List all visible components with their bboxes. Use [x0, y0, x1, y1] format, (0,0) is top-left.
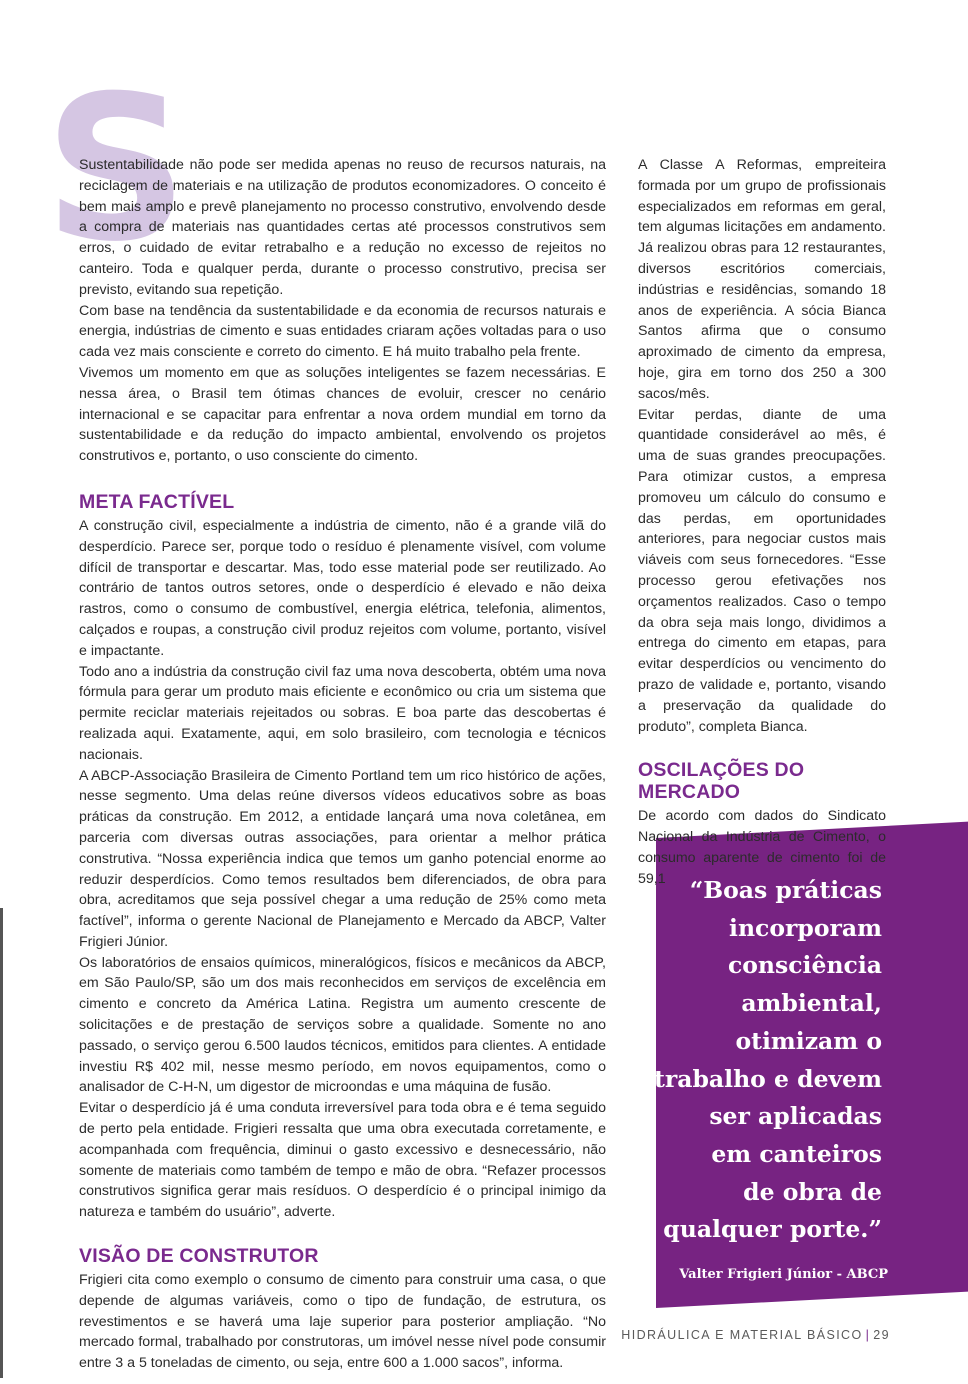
quote-line: ambiental,: [741, 989, 882, 1018]
intro-paragraph-3: Vivemos um momento em que as soluções inteligentes se fazem necessárias. E nessa área, o Brasil tem ótimas chances de evoluir, crescer no cenário internacional e se capacitar para enfrentar a nova ordem mundial em torno da sustentabilidade e da redução do impacto ambiental, envolvendo os projetos construtivos e, portanto, o uso consciente do cimento.: [79, 364, 606, 465]
quote-author: Valter Frigieri Júnior - ABCP: [679, 1267, 888, 1282]
meta-paragraph-3: A ABCP-Associação Brasileira de Cimento Portland tem um rico histórico de ações, nesse segmento. Uma delas reúne diversos vídeos educativos sobre as boas práticas da construção. Em 2012, a entidade lançará uma nova coletânea, em parceria com diversas outras associações, para orientar a melhor prática construtiva. “Nossa experiência indica que temos um ganho potencial enorme ao reduzir desperdícios. Como temos resultados bem diferenciados, de obra para obra, acreditamos que seja possível chegar a uma redução de 25% como meta factível”, informa o gerente Nacional de Planejamento e Mercado da ABCP, Valter Frigieri Júnior.: [79, 767, 606, 950]
section-heading-oscilacoes: [638, 759, 886, 803]
publication-name: HIDRÁULICA E MATERIAL BÁSICO: [621, 1328, 863, 1342]
heading-line-1: OSCILAÇÕES DO: [638, 759, 805, 782]
quote-line: “Boas práticas: [689, 876, 882, 904]
classe-paragraph-1: A Classe A Reformas, empreiteira formada por um grupo de profissionais especializados em reformas em geral, tem algumas licitações em andamento. Já realizou obras para 12 restaurantes, diversos escritórios comerciais, indústrias e residências, somando 18 anos de experiência. A sócia Bianca Santos afirma que o consumo aproximado de cimento da empresa, hoje, gira em torno dos 250 a 300 sacos/mês.: [638, 157, 886, 402]
quote-line: de obra de: [743, 1177, 882, 1206]
meta-paragraph-4: Os laboratórios de ensaios químicos, mineralógicos, físicos e mecânicos da ABCP, em São Paulo/SP, são um dos mais reconhecidos em serviços de excelência em cimento e concreto da América Latina. Registra um aumento crescente de solicitações e de prestação de serviços sobre a qualidade. Somente no ano passado, o serviço gerou 6.500 laudos técnicos, emitidos para clientes. A entidade investiu R$ 402 mil, nesse mesmo período, em novos equipamentos, como o analisador de C-H-N, um digestor de microondas e uma máquina de fusão.: [79, 954, 606, 1096]
quote-line: ser aplicadas: [709, 1102, 882, 1131]
section-heading-visao: VISÃO DE CONSTRUTOR: [79, 1245, 319, 1268]
classe-paragraph-2: Evitar perdas, diante de uma quantidade considerável ao mês, é uma de suas grandes preocupações. Para otimizar custos, a empresa promoveu um cálculo do consumo e das perdas, em oportunidades anteriores, para negociar custos mais viáveis com seus fornecedores. “Esse processo gerou efetivações nos orçamentos realizados. Caso o tempo da obra seja mais longo, dividimos a entrega do cimento em etapas, para evitar desperdícios ou vencimento do prazo de validade e, portanto, visando a preservação da qualidade do produto”, completa Bianca.: [638, 406, 886, 735]
quote-line: qualquer porte.”: [663, 1215, 882, 1244]
right-column: [638, 155, 886, 890]
page-edge-mark: [0, 908, 3, 1378]
heading-line-2: MERCADO: [638, 781, 741, 804]
quote-line: consciência: [727, 951, 882, 980]
meta-paragraph-5: Evitar o desperdício já é uma conduta irreversível para toda obra e é tema seguido de perto pela entidade. Frigieri ressalta que uma obra executada corretamente, e acompanhada com frequência, diminui o gasto excessivo e desnecessário, não somente de materiais como também de tempo e mão de obra. “Refazer processos construtivos significa gerar mais resíduos. O desperdício é o principal inimigo da natureza e também do usuário”, adverte.: [79, 1100, 606, 1221]
meta-paragraph-1: A construção civil, especialmente a indústria de cimento, não é a grande vilã do desperdício. Parece ser, porque todo o resíduo é plenamente visível, com volume difícil de transportar e descartar. Mas, todo esse material pode ser reutilizado. Ao contrário de tantos outros setores, onde o desperdício é elevado e não deixa rastros, como o consumo de combustível, energia elétrica, telefonia, alimentos, calçados e roupas, a construção civil produz rejeitos com volume, portanto, visível e impactante.: [79, 517, 606, 659]
quote-line: otimizam o: [735, 1026, 882, 1055]
quote-line: em canteiros: [711, 1139, 882, 1168]
section-heading-meta: META FACTÍVEL: [79, 490, 235, 513]
left-column: [79, 155, 606, 1374]
page-footer: [621, 1328, 890, 1342]
pull-quote: [650, 872, 882, 1249]
quote-line: trabalho e devem: [654, 1064, 882, 1093]
footer-separator: |: [865, 1328, 871, 1342]
quote-line: incorporam: [729, 913, 882, 942]
meta-paragraph-2: Todo ano a indústria da construção civil faz uma nova descoberta, obtém uma nova fórmula para gerar um produto mais eficiente e econômico ou cria um sistema que permite reciclar materiais rejeitados ou sobras. E boa parte das descobertas é realizada aqui. Exatamente, aqui, em solo brasileiro, com tecnologia e técnicos nacionais.: [79, 663, 606, 763]
page-number: 29: [873, 1328, 890, 1342]
intro-paragraph-2: Com base na tendência da sustentabilidade e da economia de recursos naturais e energia, indústrias de cimento e suas entidades criaram ações voltadas para o uso cada vez mais consciente e correto do cimento. E há muito trabalho pela frente.: [79, 302, 606, 361]
visao-paragraph-1: Frigieri cita como exemplo o consumo de cimento para construir uma casa, o que depende de algumas variáveis, como o tipo de fundação, de estrutura, os revestimentos e se haverá uma laje superior para posterior ampliação. “No mercado formal, trabalhado por construtoras, um imóvel nesse nível pode consumir entre 3 a 5 toneladas de cimento, ou seja, entre 600 a 1.000 sacos”, informa.: [79, 1272, 606, 1372]
intro-paragraph-1: Sustentabilidade não pode ser medida apenas no reuso de recursos naturais, na reciclagem de materiais e na utilização de produtos economizadores. O conceito é bem mais amplo e prevê planejamento no processo construtivo, envolvendo desde a compra de materiais nas quantidades certas até processos construtivos sem erros, o cuidado de evitar retrabalho e a redução no excesso de rejeitos no canteiro. Toda e qualquer perda, durante o processo construtivo, precisa ser previsto, evitando sua repetição.: [79, 157, 606, 298]
osc-paragraph-1: De acordo com dados do Sindicato Nacional da Indústria de Cimento, o consumo aparente de cimento foi de 59,1: [638, 808, 886, 887]
drop-cap: S: [44, 53, 189, 286]
